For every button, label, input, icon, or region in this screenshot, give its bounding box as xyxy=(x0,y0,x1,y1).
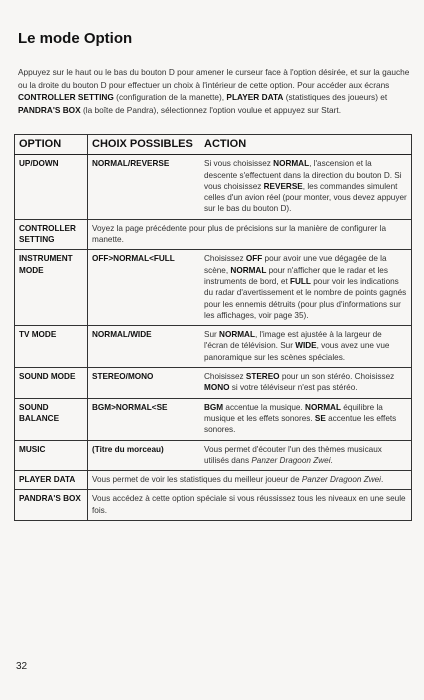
table-row xyxy=(15,398,412,440)
option-name: MUSIC xyxy=(15,440,88,471)
option-action: Choisissez OFF pour avoir une vue dégagée de la scène, NORMAL pour n'afficher que le radar et les instruments de bord, et FULL pour voir les indications du radar d'avertissement et le nombre de points gagnés pour les ennemis détruits (pour plus d'informations sur les affichages, voir page 35). xyxy=(200,250,412,326)
table-row xyxy=(15,471,412,490)
table-row xyxy=(15,326,412,368)
header-option: OPTION xyxy=(15,135,88,155)
table-row xyxy=(15,368,412,399)
option-name: UP/DOWN xyxy=(15,155,88,219)
option-description: Voyez la page précédente pour plus de précisions sur la manière de configurer la manette. xyxy=(88,219,412,250)
option-choices: (Titre du morceau) xyxy=(88,440,201,471)
option-name: SOUND MODE xyxy=(15,368,88,399)
option-description: Vous permet de voir les statistiques du meilleur joueur de Panzer Dragoon Zwei. xyxy=(88,471,412,490)
table-row xyxy=(15,250,412,326)
table-row xyxy=(15,490,412,521)
option-name: PANDRA'S BOX xyxy=(15,490,88,521)
option-choices: NORMAL/WIDE xyxy=(88,326,201,368)
header-action: ACTION xyxy=(200,135,412,155)
table-row xyxy=(15,440,412,471)
option-choices: NORMAL/REVERSE xyxy=(88,155,201,219)
option-description: Vous accédez à cette option spéciale si vous réussissez tous les niveaux en une seule fois. xyxy=(88,490,412,521)
option-name: PLAYER DATA xyxy=(15,471,88,490)
intro-paragraph: Appuyez sur le haut ou le bas du bouton D pour amener le curseur face à l'option désirée, et sur la gauche ou la droite du bouton D pour effectuer un choix à l'intérieur de cette option. Pour accéder aux écrans CONTROLLER SETTING (configuration de la manette), PLAYER DATA (statistiques des joueurs) et PANDRA'S BOX (la boîte de Pandra), sélectionnez l'option voulue et appuyez sur Start. xyxy=(18,67,410,116)
page-number: 32 xyxy=(16,661,28,672)
option-name: CONTROLLER SETTING xyxy=(15,219,88,250)
option-name: INSTRUMENT MODE xyxy=(15,250,88,326)
option-action: BGM accentue la musique. NORMAL équilibre la musique et les effets sonores. SE accentue les effets sonores. xyxy=(200,398,412,440)
option-choices: STEREO/MONO xyxy=(88,368,201,399)
option-action: Vous permet d'écouter l'un des thèmes musicaux utilisés dans Panzer Dragoon Zwei. xyxy=(200,440,412,471)
option-action: Sur NORMAL, l'image est ajustée à la largeur de l'écran de télévision. Sur WIDE, vous avez une vue panoramique sur les scènes spéciales. xyxy=(200,326,412,368)
table-row xyxy=(15,155,412,219)
option-name: TV MODE xyxy=(15,326,88,368)
page-title: Le mode Option xyxy=(18,30,133,47)
options-table xyxy=(14,134,412,521)
table-row xyxy=(15,219,412,250)
option-action: Si vous choisissez NORMAL, l'ascension et la descente s'effectuent dans la direction du bouton D. Si vous choisissez REVERSE, les commandes simulent celles d'un avion réel (pour monter, vous devez appuyer sur le bas du bouton D). xyxy=(200,155,412,219)
option-choices: OFF>NORMAL<FULL xyxy=(88,250,201,326)
option-choices: BGM>NORMAL<SE xyxy=(88,398,201,440)
option-name: SOUND BALANCE xyxy=(15,398,88,440)
option-action: Choisissez STEREO pour un son stéréo. Choisissez MONO si votre téléviseur n'est pas stéréo. xyxy=(200,368,412,399)
table-header-row xyxy=(15,135,412,155)
header-choix: CHOIX POSSIBLES xyxy=(88,135,201,155)
